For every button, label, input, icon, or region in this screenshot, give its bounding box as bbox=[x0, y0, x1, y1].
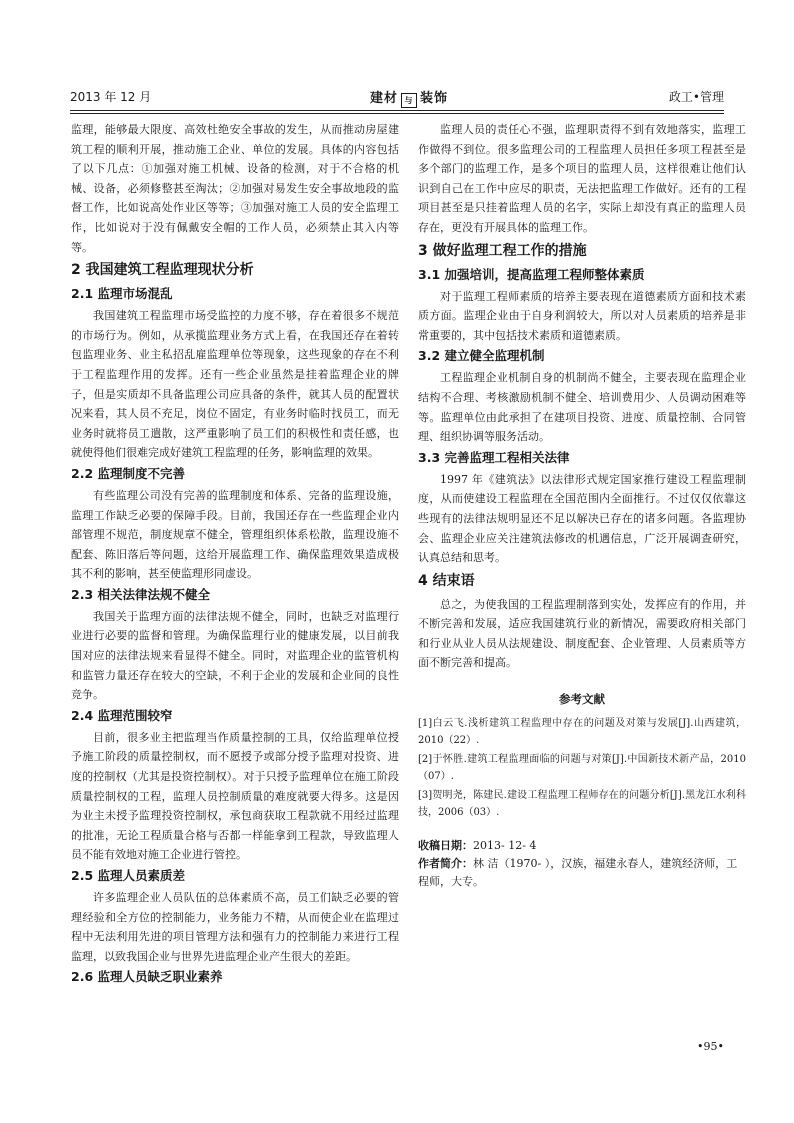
journal-name-part1: 建材 bbox=[370, 91, 399, 106]
section-3-3-heading: 3.3 完善监理工程相关法律 bbox=[418, 449, 570, 465]
article-metadata bbox=[418, 837, 746, 891]
left-column bbox=[71, 120, 399, 989]
section-4-heading: 4 结束语 bbox=[418, 572, 475, 589]
section-2-6-heading: 2.6 监理人员缺乏职业素养 bbox=[71, 969, 223, 985]
right-column bbox=[418, 120, 746, 891]
page-header bbox=[70, 86, 724, 108]
section-2-2-paragraph: 有些监理公司没有完善的监理制度和体系、完备的监理设施，监理工作缺乏必要的保障手段。目前，我国还存在一些监理企业内部管理不规范，制度规章不健全，管理组织体系松散，监理设施不配套、陈旧落后等问题，这给开展监理工作、确保监理效果造成极其不利的影响，甚至使监理形同虚设。 bbox=[71, 488, 399, 581]
journal-logo-mark: 与 bbox=[401, 93, 417, 108]
conclusion-paragraph: 总之，为使我国的工程监理制落到实处，发挥应有的作用，并不断完善和发展，适应我国建筑行业的新情况，需要政府相关部门和行业从业人员从法规建设、制度配套、企业管理、人员素质等方面不断完善和提高。 bbox=[418, 597, 746, 670]
section-2-1-heading: 2.1 监理市场混乱 bbox=[71, 286, 173, 302]
issue-date: 2013 年 12 月 bbox=[70, 90, 152, 104]
section-2-2-heading: 2.2 监理制度不完善 bbox=[71, 465, 185, 481]
section-2-heading: 2 我国建筑工程监理现状分析 bbox=[71, 262, 254, 279]
section-2-3-heading: 2.3 相关法律法规不健全 bbox=[71, 586, 210, 602]
section-2-5-paragraph: 许多监理企业人员队伍的总体素质不高，员工们缺乏必要的管理经验和全方位的控制能力，业务能力不精，从而使企业在监理过程中无法利用先进的项目管理方法和强有力的控制能力来进行工程监理，以致我国企业与世界先进监理企业产生很大的差距。 bbox=[71, 891, 399, 963]
author-bio-line bbox=[418, 855, 746, 891]
reference-item: [3]贺明尧，陈建民.建设工程监理工程师存在的问题分析[J].黑龙江水利科技，2006（03）. bbox=[418, 790, 746, 819]
section-3-2-heading: 3.2 建立健全监理机制 bbox=[418, 348, 545, 364]
page-number: •95• bbox=[697, 1040, 724, 1053]
intro-paragraph: 监理，能够最大限度、高效杜绝安全事故的发生，从而推动房屋建筑工程的顺利开展，推动施工企业、单位的发展。具体的内容包括了以下几点：①加强对施工机械、设备的检测，对于不合格的机械、设备，必须修整甚至淘汰；②加强对易发生安全事故地段的监督工作，比如说高处作业区等等；③加强对施工人员的安全监理工作，比如说对于没有佩戴安全帽的工作人员，必须禁止其入内等等。 bbox=[71, 123, 399, 254]
section-3-heading: 3 做好监理工程工作的措施 bbox=[418, 242, 587, 259]
journal-logo bbox=[370, 87, 448, 108]
section-2-3-paragraph: 我国关于监理方面的法律法规不健全，同时，也缺乏对监理行业进行必要的监督和管理。为确保监理行业的健康发展，以目前我国对应的法律法规来看显得不健全。同时，对监理企业的监管机构和监管力量还存在较大的空缺，不利于企业的发展和企业间的良性竞争。 bbox=[71, 609, 399, 702]
author-bio: 林 洁（1970- ），汉族，福建永春人，建筑经济师，工程师，大专。 bbox=[418, 857, 738, 889]
section-3-3-paragraph: 1997 年《建筑法》以法律形式规定国家推行建设工程监理制度，从而使建设工程监理在全国范围内全面推行。不过仅仅依靠这些现有的法律法规明显还不足以解决已存在的诸多问题。各监理协会、监理企业应关注建筑法修改的机遇信息，广泛开展调查研究，认真总结和思考。 bbox=[418, 472, 746, 565]
header-rule-thin bbox=[70, 113, 724, 114]
section-2-1-paragraph: 我国建筑工程监理市场受监控的力度不够，存在着很多不规范的市场行为。例如，从承揽监理业务方式上看，在我国还存在着转包监理业务、业主私招乱雇监理单位等现象，这些现象的存在不利于工程监理作用的发挥。还有一些企业虽然是挂着监理企业的牌子，但是实质却不具备监理公司应具备的条件，就其人员的配置状况来看，其人员不充足，岗位不固定，有业务时临时找员工，而无业务时就将员工遣散，这严重影响了员工们的积极性和责任感，也就使得他们很难完成好建筑工程监理的任务，影响监理的效果。 bbox=[71, 309, 399, 460]
section-3-1-heading: 3.1 加强培训，提高监理工程师整体素质 bbox=[418, 266, 645, 282]
reference-item: [2]于怀胜.建筑工程监理面临的问题与对策[J].中国新技术新产品，2010（07）. bbox=[418, 754, 746, 783]
section-3-1-paragraph: 对于监理工程师素质的培养主要表现在道德素质方面和技术素质方面。监理企业由于自身利润较大，所以对人员素质的培养是非常重要的，其中包括技术素质和道德素质。 bbox=[418, 289, 746, 342]
received-date-line bbox=[418, 837, 746, 855]
section-2-6-paragraph: 监理人员的责任心不强，监理职责得不到有效地落实，监理工作做得不到位。很多监理公司的工程监理人员担任多项工程甚至是多个部门的监理工作，是多个项目的监理人员，这样很难让他们认识到自己在工作中应尽的职责，无法把监理工作做好。还有的工程项目甚至是只挂着监理人员的名字，实际上却没有真正的监理人员存在，更没有开展具体的监理工作。 bbox=[418, 123, 746, 234]
header-rule-thick bbox=[70, 110, 724, 111]
received-date-label: 收稿日期： bbox=[418, 839, 473, 853]
section-2-4-heading: 2.4 监理范围较窄 bbox=[71, 707, 173, 723]
section-3-2-paragraph: 工程监理企业机制自身的机制尚不健全，主要表现在监理企业结构不合理、考核激励机制不健全、培训费用少、人员调动困难等等。监理单位由此承担了在建项目投资、进度、质量控制、合同管理、组织协调等服务活动。 bbox=[418, 371, 746, 444]
section-2-4-paragraph: 目前，很多业主把监理当作质量控制的工具，仅给监理单位授予施工阶段的质量控制权，而不愿授予或部分授予监理对投资、进度的控制权（尤其是投资控制权）。对于只授予监理单位在施工阶段质量控制权的工程，监理人员控制质量的难度就要大得多。这是因为业主未授予监理投资控制权，承包商获取工程款就不用经过监理的批准，无论工程质量合格与否都一样能拿到工程款，导致监理人员不能有效地对施工企业进行管控。 bbox=[71, 730, 399, 862]
received-date: 2013- 12- 4 bbox=[473, 839, 537, 853]
reference-item: [1]白云飞.浅析建筑工程监理中存在的问题及对策与发展[J].山西建筑，2010（22）. bbox=[418, 718, 746, 747]
references-title: 参考文献 bbox=[559, 692, 605, 707]
journal-name-part2: 装饰 bbox=[420, 91, 449, 106]
section-2-5-heading: 2.5 监理人员素质差 bbox=[71, 868, 185, 883]
author-bio-label: 作者简介： bbox=[418, 857, 473, 871]
section-name: 政工•管理 bbox=[668, 90, 724, 104]
